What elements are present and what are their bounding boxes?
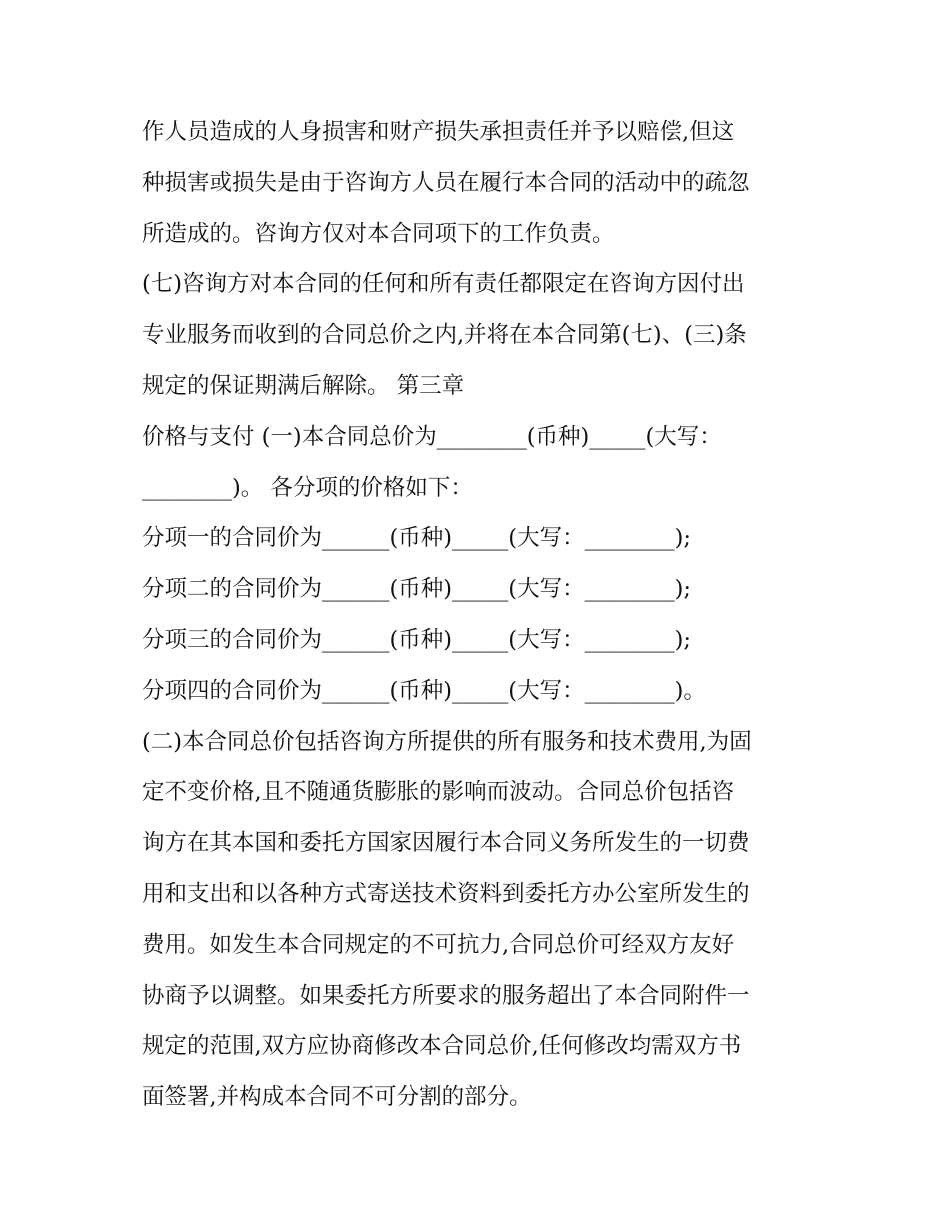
text-line: 用和支出和以各种方式寄送技术资料到委托方办公室所发生的 bbox=[142, 880, 750, 907]
text-line: 规定的保证期满后解除。 第三章 bbox=[142, 372, 465, 399]
text-line: ________)。 各分项的价格如下： bbox=[142, 474, 473, 501]
text-line: 协商予以调整。如果委托方所要求的服务超出了本合同附件一 bbox=[142, 982, 750, 1009]
text-line: 询方在其本国和委托方国家因履行本合同义务所发生的一切费 bbox=[142, 830, 750, 857]
text-line: 作人员造成的人身损害和财产损失承担责任并予以赔偿,但这 bbox=[142, 119, 735, 145]
text-line: 定不变价格,且不随通货膨胀的影响而波动。合同总价包括咨 bbox=[142, 779, 735, 806]
text-line: 分项三的合同价为______(币种)_____(大写：________); bbox=[142, 626, 691, 653]
text-line: 分项四的合同价为______(币种)_____(大写：________)。 bbox=[142, 677, 706, 704]
text-line: 价格与支付 (一)本合同总价为________(币种)_____(大写： bbox=[142, 423, 722, 450]
text-line: 所造成的。咨询方仅对本合同项下的工作负责。 bbox=[142, 220, 615, 247]
text-line: (二)本合同总价包括咨询方所提供的所有服务和技术费用,为固 bbox=[142, 728, 752, 755]
text-line: 规定的范围,双方应协商修改本合同总价,任何修改均需双方书 bbox=[142, 1033, 742, 1060]
text-line: 面签署,并构成本合同不可分割的部分。 bbox=[142, 1084, 532, 1111]
text-line: 专业服务而收到的合同总价之内,并将在本合同第(七)、(三)条 bbox=[142, 322, 747, 349]
text-line: 分项二的合同价为______(币种)_____(大写：________); bbox=[142, 576, 691, 603]
text-line: 费用。如发生本合同规定的不可抗力,合同总价可经双方友好 bbox=[142, 931, 735, 958]
text-line: 分项一的合同价为______(币种)_____(大写：________); bbox=[142, 525, 691, 552]
text-line: 种损害或损失是由于咨询方人员在履行本合同的活动中的疏忽 bbox=[142, 169, 750, 196]
text-line: (七)咨询方对本合同的任何和所有责任都限定在咨询方因付出 bbox=[142, 271, 745, 298]
document-body bbox=[142, 107, 822, 1123]
